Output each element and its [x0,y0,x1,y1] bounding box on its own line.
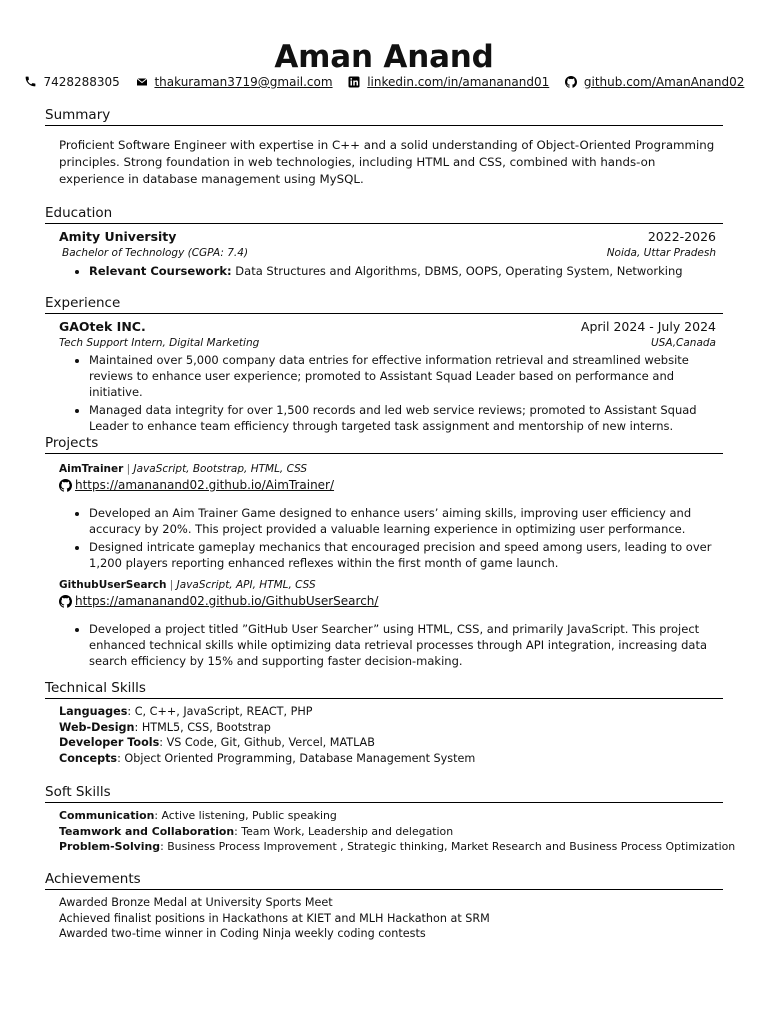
education-location: Noida, Uttar Pradesh [606,247,716,259]
github-contact[interactable] [565,74,744,90]
skill-value: : Business Process Improvement , Strategic thinking, Market Research and Business Process Optimization [160,840,736,853]
skill-value: : VS Code, Git, Github, Vercel, MATLAB [159,736,375,749]
project-aimtrainer [59,461,723,573]
technical-skills-list [59,704,723,766]
project-tech: JavaScript, Bootstrap, HTML, CSS [133,463,308,475]
experience-location: USA,Canada [650,337,716,349]
skill-value: : Team Work, Leadership and delegation [234,824,454,838]
experience-bullet: • Managed data integrity for over 1,500 records and led web service reviews; promoted to Assistant Squad Leader to enhance team efficiency through targeted task assignment and mentorship of new interns. [89,402,723,434]
skill-row [59,735,723,751]
skill-label: Web-Design [59,720,135,734]
skill-row [59,808,723,824]
skill-row [59,704,723,720]
separator: | [126,463,131,475]
project-url[interactable]: https://amananand02.github.io/AimTrainer/ [75,478,335,492]
linkedin-icon [348,76,360,88]
skill-label: Teamwork and Collaboration [59,824,235,838]
technical-skills-heading: Technical Skills [45,680,723,699]
project-bullet: • Developed a project titled ”GitHub User Searcher” using HTML, CSS, and primarily JavaScript. This project enhanced technical skills while optimizing data retrieval processes through API integration, increasing data search efficiency by 15% and supporting faster decision-making. [89,621,723,669]
email-contact[interactable] [136,74,333,90]
summary-text: Proficient Software Engineer with expertise in C++ and a solid understanding of Object-Oriented Programming principles. Strong foundation in web technologies, including HTML and CSS, combined with hands-on experience in database management using MySQL. [59,138,715,186]
degree: Bachelor of Technology (CGPA: 7.4) [62,247,249,259]
projects-heading: Projects [45,435,723,454]
skill-label: Problem-Solving [59,840,161,853]
experience-bullet: • Maintained over 5,000 company data entries for effective information retrieval and streamlined website reviews to enhance user experience; promoted to Assistant Squad Leader based on performance and initiative. [89,352,723,400]
skill-row [59,824,723,840]
phone-text: 7428288305 [43,75,120,89]
education-heading: Education [45,205,723,224]
github-link[interactable]: github.com/AmanAnand02 [583,75,745,89]
soft-skills-heading: Soft Skills [45,784,723,803]
skill-value: : Object Oriented Programming, Database Management System [117,751,476,765]
education-dates: 2022-2026 [647,229,716,244]
phone-icon [24,75,37,88]
company-name: GAOtek INC. [59,319,146,334]
soft-skills-list [59,808,736,855]
achievements-heading: Achievements [45,871,723,890]
coursework-label: Relevant Coursework: [89,264,232,278]
linkedin-link[interactable]: linkedin.com/in/amananand01 [367,75,550,89]
skill-row [59,720,723,736]
skill-row [59,839,736,855]
summary-heading: Summary [45,107,723,126]
skill-label: Languages [59,705,128,718]
linkedin-contact[interactable] [348,74,549,90]
github-icon [59,595,72,608]
coursework-text: Data Structures and Algorithms, DBMS, OOPS, Operating System, Networking [235,264,683,278]
project-url[interactable]: https://amananand02.github.io/GithubUserSearch/ [75,594,379,608]
github-icon [59,479,72,492]
phone-contact[interactable] [24,74,120,90]
achievement-item: Awarded Bronze Medal at University Sports Meet [59,896,333,909]
skill-label: Developer Tools [59,736,160,749]
skill-label: Concepts [59,751,118,765]
experience-heading: Experience [45,295,723,314]
skill-value: : Active listening, Public speaking [154,809,337,822]
project-bullet: • Designed intricate gameplay mechanics that encouraged precision and speed among users, leading to over 1,200 players reporting enhanced reflexes within the first month of game launch. [89,539,723,571]
skill-value: : C, C++, JavaScript, REACT, PHP [127,705,313,718]
github-icon [565,76,577,88]
email-link[interactable]: thakuraman3719@gmail.com [154,75,333,89]
separator: | [169,579,174,591]
achievement-item: Awarded two-time winner in Coding Ninja weekly coding contests [59,927,426,940]
contact-bar [0,74,768,90]
skill-value: : HTML5, CSS, Bootstrap [134,720,271,734]
project-githubusersearch [59,577,723,671]
project-tech: JavaScript, API, HTML, CSS [176,579,316,591]
skill-row [59,751,723,767]
project-name: AimTrainer [59,463,124,475]
achievement-item: Achieved finalist positions in Hackathons at KIET and MLH Hackathon at SRM [59,911,490,925]
project-bullet: • Developed an Aim Trainer Game designed to enhance users’ aiming skills, improving user efficiency and accuracy by 20%. This project provided a valuable learning experience in optimizing user performance. [89,505,723,537]
job-role: Tech Support Intern, Digital Marketing [59,337,260,349]
skill-label: Communication [59,809,155,822]
school-name: Amity University [59,229,177,244]
achievements-list [59,895,723,942]
envelope-icon [136,76,148,88]
experience-entry [59,319,723,436]
coursework-item [89,263,723,279]
experience-dates: April 2024 - July 2024 [580,319,716,334]
education-entry [59,229,723,281]
project-name: GithubUserSearch [59,579,167,591]
resume-name: Aman Anand [274,39,494,75]
